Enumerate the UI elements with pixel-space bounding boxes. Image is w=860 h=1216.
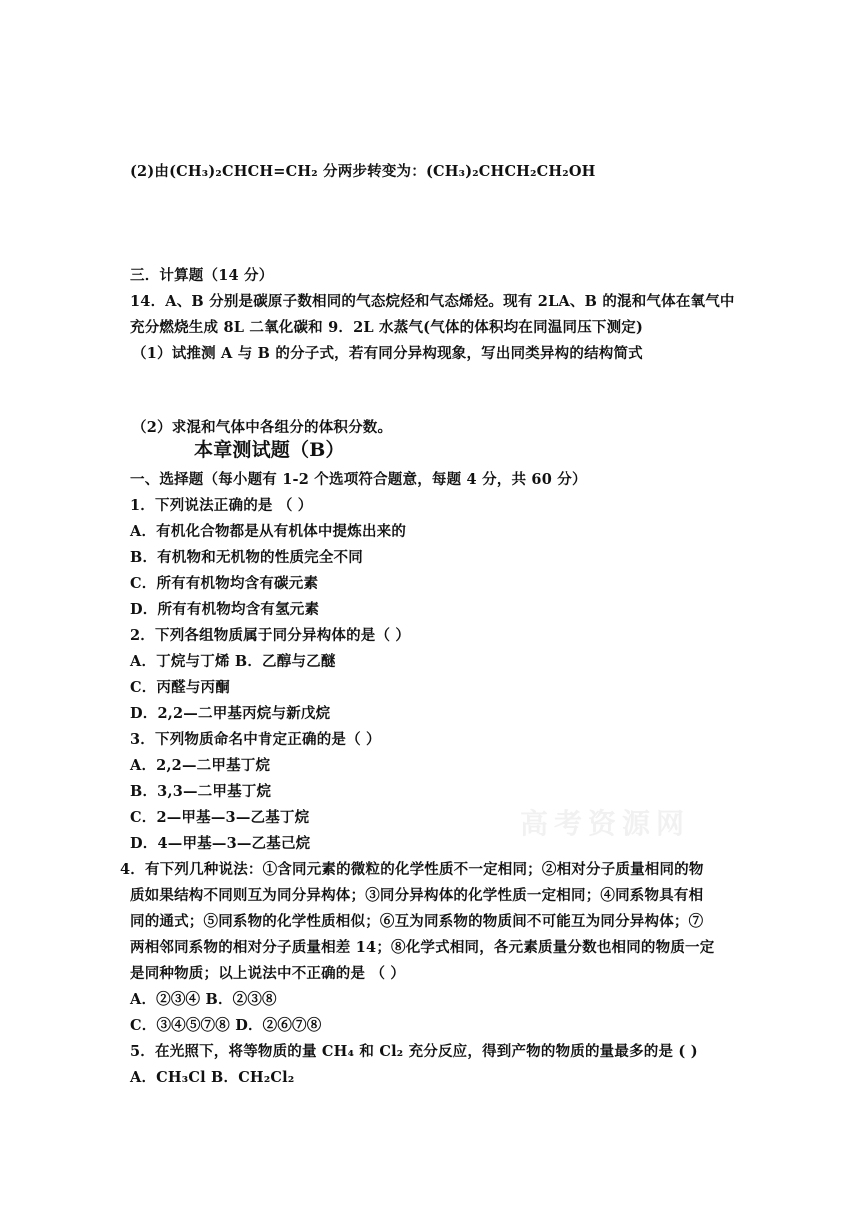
question-3-option-c: C．2—甲基—3—乙基丁烷: [130, 809, 310, 826]
question-1-option-a: A．有机化合物都是从有机体中提炼出来的: [130, 523, 407, 540]
question-4-options-cd: C．③④⑤⑦⑧ D．②⑥⑦⑧: [130, 1017, 322, 1034]
question-5: 5．在光照下，将等物质的量 CH₄ 和 Cl₂ 充分反应，得到产物的物质的量最多的是 ( ): [130, 1043, 698, 1060]
question-1-option-b: B．有机物和无机物的性质完全不同: [130, 549, 363, 566]
question-3-option-d: D．4—甲基—3—乙基己烷: [130, 835, 311, 852]
question-3-option-a: A．2,2—二甲基丁烷: [130, 757, 271, 774]
question-14-part-2: （2）求混和气体中各组分的体积分数。: [132, 419, 393, 436]
question-4-line-5: 是同种物质；以上说法中不正确的是 （ ）: [130, 965, 406, 982]
question-2: 2．下列各组物质属于同分异构体的是（ ）: [130, 627, 411, 644]
question-14-part-1: （1）试推测 A 与 B 的分子式，若有同分异构现象，写出同类异构的结构简式: [132, 345, 643, 362]
question-1: 1．下列说法正确的是 （ ）: [130, 497, 313, 514]
question-3-option-b: B．3,3—二甲基丁烷: [130, 783, 272, 800]
question-4-line-1: 4．有下列几种说法：①含同元素的微粒的化学性质不一定相同；②相对分子质量相同的物: [120, 861, 704, 878]
question-2-option-c: C．丙醛与丙酮: [130, 679, 230, 696]
question-14-line-1: 14．A、B 分别是碳原子数相同的气态烷烃和气态烯烃。现有 2LA、B 的混和气体在氧气中: [130, 293, 735, 310]
question-4-line-2: 质如果结构不同则互为同分异构体；③同分异构体的化学性质一定相同；④同系物具有相: [130, 887, 704, 904]
question-4-line-4: 两相邻同系物的相对分子质量相差 14；⑧化学式相同，各元素质量分数也相同的物质一定: [130, 939, 715, 956]
question-2-option-d: D．2,2—二甲基丙烷与新戊烷: [130, 705, 331, 722]
question-5-options-ab: A．CH₃Cl B．CH₂Cl₂: [130, 1069, 295, 1086]
question-2-options-ab: A．丁烷与丁烯 B．乙醇与乙醚: [130, 653, 336, 670]
watermark: 高考资源网: [520, 807, 691, 840]
question-14-line-2: 充分燃烧生成 8L 二氧化碳和 9．2L 水蒸气(气体的体积均在同温同压下测定): [130, 319, 644, 336]
question-4-line-3: 同的通式；⑤同系物的化学性质相似；⑥互为同系物的物质间不可能互为同分异构体；⑦: [130, 913, 704, 930]
section-heading-calculation: 三．计算题（14 分）: [130, 267, 274, 284]
question-13-part-2: (2)由(CH₃)₂CHCH=CH₂ 分两步转变为：(CH₃)₂CHCH₂CH₂OH: [130, 163, 596, 180]
question-3: 3．下列物质命名中肯定正确的是（ ）: [130, 731, 381, 748]
page-title: 本章测试题（B）: [194, 439, 345, 461]
question-4-options-ab: A．②③④ B．②③⑧: [130, 991, 277, 1008]
section-heading-choice: 一、选择题（每小题有 1-2 个选项符合题意，每题 4 分，共 60 分）: [130, 471, 587, 488]
question-1-option-d: D．所有有机物均含有氢元素: [130, 601, 320, 618]
question-1-option-c: C．所有有机物均含有碳元素: [130, 575, 319, 592]
